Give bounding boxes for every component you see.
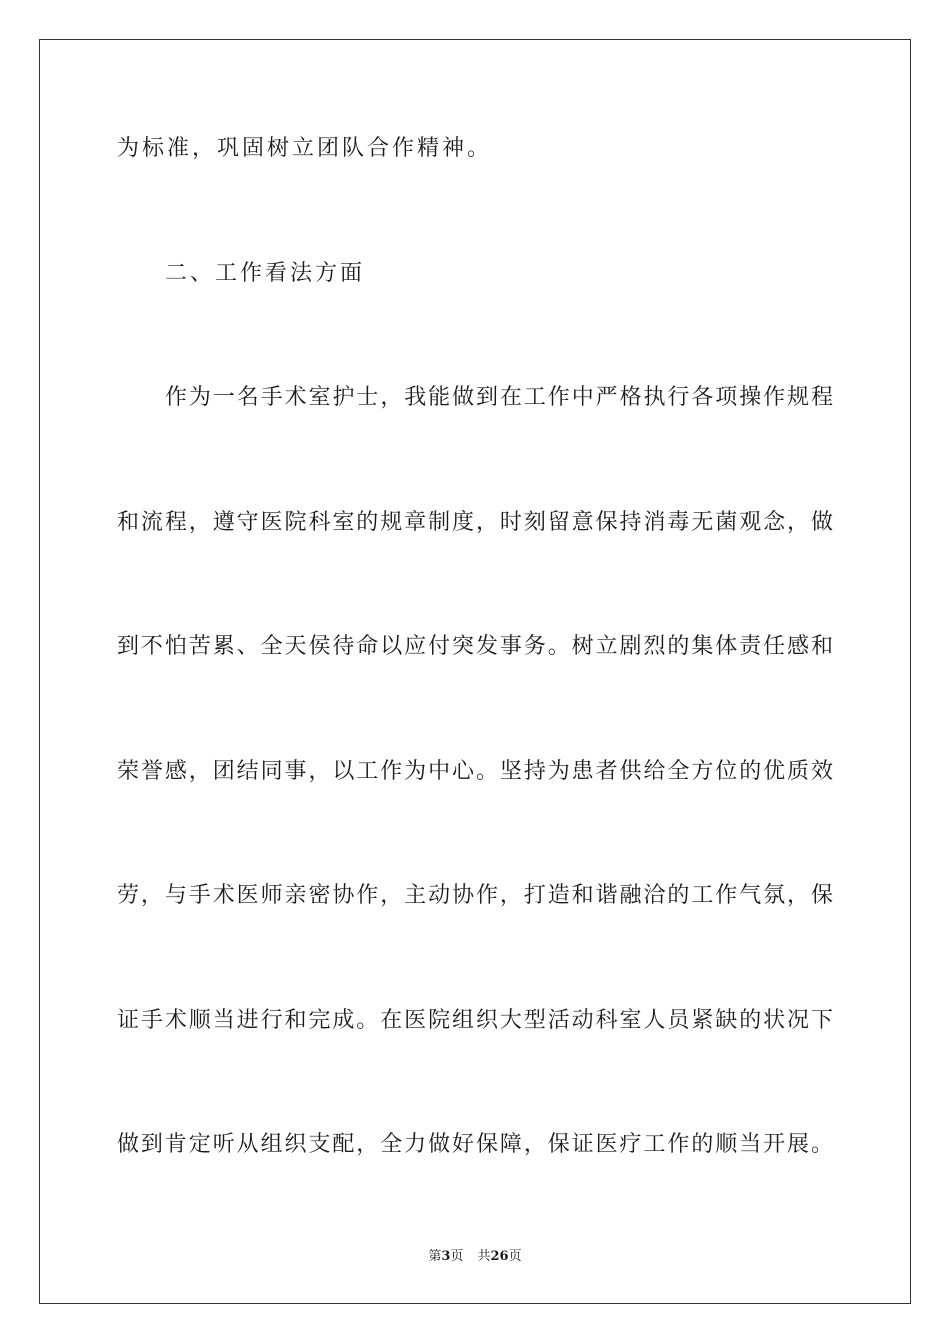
body-text-line: 作为一名手术室护士，我能做到在工作中严格执行各项操作规程 [165,385,833,410]
body-text-line: 证手术顺当进行和完成。在医院组织大型活动科室人员紧缺的状况下 [117,1008,833,1033]
page-number: 3 [441,1249,451,1264]
page-prefix: 第 [428,1249,442,1264]
body-text-line: 劳，与手术医师亲密协作，主动协作，打造和谐融洽的工作气氛，保 [117,883,833,908]
section-heading: 二、工作看法方面 [165,261,366,286]
body-text-line: 到不怕苦累、全天侯待命以应付突发事务。树立剧烈的集体责任感和 [117,634,833,659]
page-suffix: 页 [450,1249,464,1264]
body-text-line: 和流程，遵守医院科室的规章制度，时刻留意保持消毒无菌观念，做 [117,510,833,535]
page-border [39,39,911,1304]
total-prefix: 共 [477,1249,491,1264]
total-pages: 26 [490,1249,509,1264]
body-text-line: 荣誉感，团结同事，以工作为中心。坚持为患者供给全方位的优质效 [117,759,833,784]
body-text-line: 为标准，巩固树立团队合作精神。 [117,136,493,161]
body-text-line: 做到肯定听从组织支配，全力做好保障，保证医疗工作的顺当开展。 [117,1132,833,1157]
total-suffix: 页 [508,1249,522,1264]
page-footer [0,1248,950,1266]
